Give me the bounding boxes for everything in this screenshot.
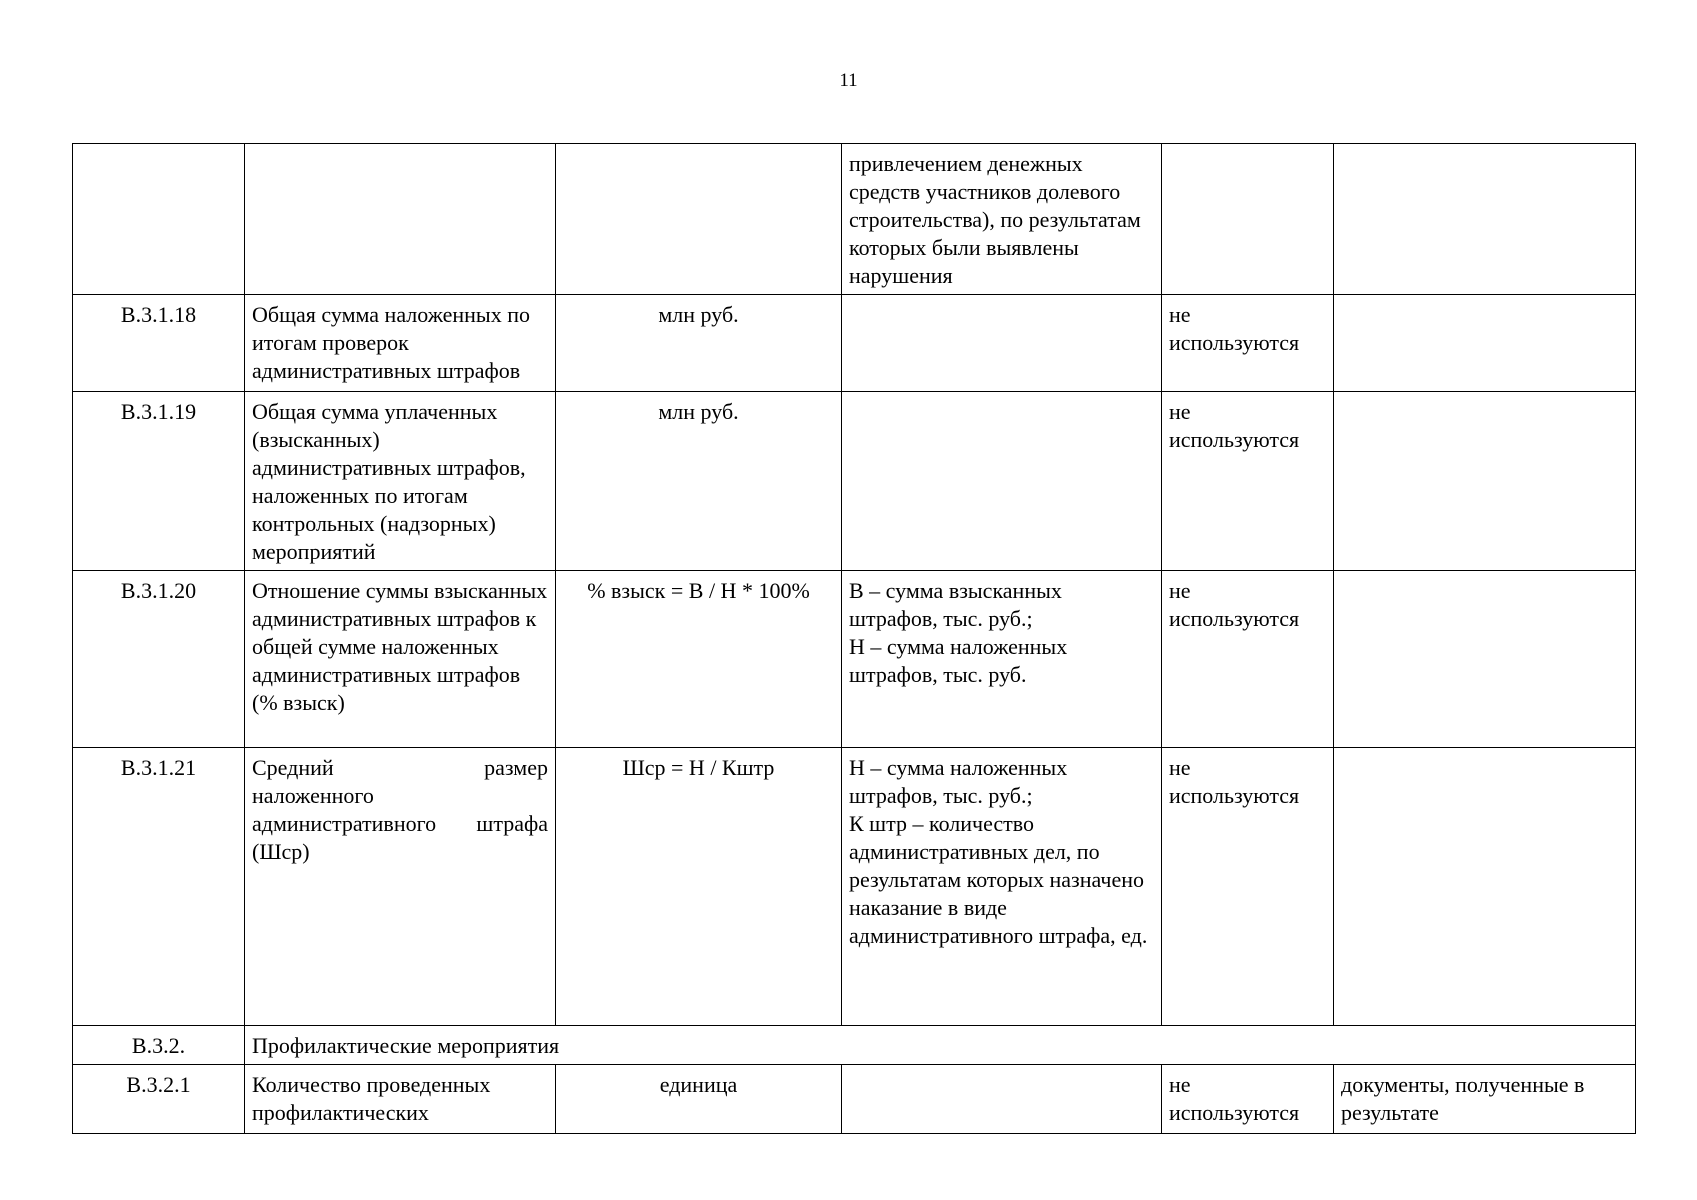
section-title-cell: Профилактические мероприятия <box>245 1026 1636 1065</box>
section-row <box>73 1026 1636 1065</box>
section-code-cell: В.3.2. <box>73 1026 245 1065</box>
indicator-formula-cell: единица <box>556 1065 842 1134</box>
indicator-name-cell: Отношение суммы взысканных административных штрафов к общей сумме наложенных административных штрафов (% взыск) <box>245 571 556 748</box>
description-line: Н – сумма наложенных штрафов, тыс. руб. <box>849 634 1068 687</box>
indicator-notes-cell <box>1334 144 1636 295</box>
indicator-sources-cell: не используются <box>1162 295 1334 392</box>
indicator-code-cell: В.3.2.1 <box>73 1065 245 1134</box>
indicator-name-cell: Общая сумма наложенных по итогам проверок административных штрафов <box>245 295 556 392</box>
indicator-code-cell: В.3.1.21 <box>73 748 245 1026</box>
indicator-description-cell: привлечением денежных средств участников долевого строительства), по результатам которых были выявлены нарушения <box>842 144 1162 295</box>
indicator-description-cell <box>842 571 1162 748</box>
indicator-sources-cell: не используются <box>1162 571 1334 748</box>
indicator-description-cell <box>842 748 1162 1026</box>
table-row <box>73 295 1636 392</box>
indicator-code-cell: В.3.1.20 <box>73 571 245 748</box>
indicator-formula-cell: млн руб. <box>556 392 842 571</box>
table-row <box>73 392 1636 571</box>
indicator-description-cell <box>842 392 1162 571</box>
indicator-code-cell: В.3.1.18 <box>73 295 245 392</box>
indicator-formula-cell <box>556 144 842 295</box>
indicator-notes-cell <box>1334 571 1636 748</box>
indicator-sources-cell: не используются <box>1162 1065 1334 1134</box>
table-row <box>73 1065 1636 1134</box>
indicator-notes-cell <box>1334 392 1636 571</box>
indicator-sources-cell: не используются <box>1162 748 1334 1026</box>
indicator-description-cell <box>842 1065 1162 1134</box>
indicator-name-cell <box>245 144 556 295</box>
indicator-sources-cell <box>1162 144 1334 295</box>
indicator-code-cell: В.3.1.19 <box>73 392 245 571</box>
description-line: К штр – количество административных дел, по результатам которых назначено наказание в виде административного штрафа, ед. <box>849 811 1148 948</box>
indicator-formula-cell: млн руб. <box>556 295 842 392</box>
name-line: Средний размер <box>252 755 548 780</box>
indicator-sources-cell: не используются <box>1162 392 1334 571</box>
name-line: наложенного <box>252 783 374 808</box>
description-line: Н – сумма наложенных штрафов, тыс. руб.; <box>849 755 1068 808</box>
name-line: (Шср) <box>252 839 310 864</box>
indicator-notes-cell <box>1334 748 1636 1026</box>
name-line: административного штрафа <box>252 811 548 836</box>
indicator-name-cell: Количество проведенных профилактических <box>245 1065 556 1134</box>
table-row <box>73 748 1636 1026</box>
indicator-formula-cell: Шср = Н / Кштр <box>556 748 842 1026</box>
page-number: 11 <box>839 70 858 91</box>
indicator-description-cell <box>842 295 1162 392</box>
indicator-notes-cell <box>1334 295 1636 392</box>
indicator-name-cell <box>245 748 556 1026</box>
indicators-table <box>72 143 1636 1134</box>
table-row <box>73 144 1636 295</box>
indicator-formula-cell: % взыск = В / Н * 100% <box>556 571 842 748</box>
indicator-code-cell <box>73 144 245 295</box>
table-row <box>73 571 1636 748</box>
indicator-notes-cell: документы, полученные в результате <box>1334 1065 1636 1134</box>
description-line: В – сумма взысканных штрафов, тыс. руб.; <box>849 578 1062 631</box>
indicator-name-cell: Общая сумма уплаченных (взысканных) административных штрафов, наложенных по итогам контрольных (надзорных) мероприятий <box>245 392 556 571</box>
